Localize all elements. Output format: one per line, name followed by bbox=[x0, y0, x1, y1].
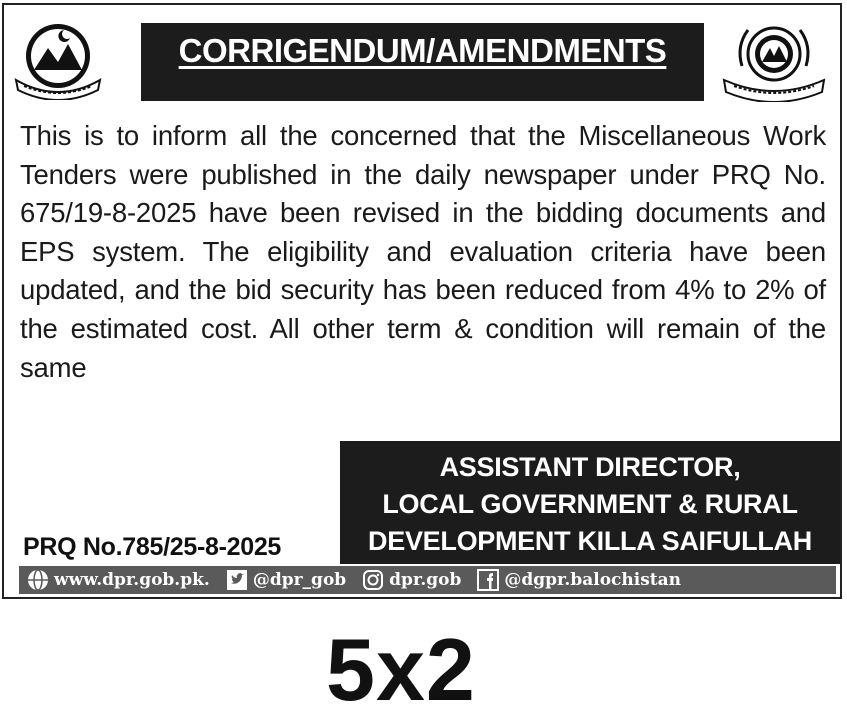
dgpr-emblem-logo bbox=[716, 22, 832, 102]
footer-instagram-text: dpr.gob bbox=[389, 570, 462, 590]
balochistan-emblem-logo bbox=[12, 18, 104, 100]
notice-title: CORRIGENDUM/AMENDMENTS bbox=[178, 32, 667, 69]
footer-twitter-text: @dpr_gob bbox=[252, 570, 347, 590]
footer-twitter[interactable] bbox=[226, 569, 346, 591]
footer-facebook-text: @dgpr.balochistan bbox=[504, 570, 682, 590]
ad-size-label: 5x2 bbox=[326, 620, 476, 719]
footer-instagram[interactable] bbox=[362, 569, 461, 591]
notice-body: This is to inform all the concerned that the Miscellaneous Work Tenders were published in the daily newspaper under PRQ No. 675/19-8-2025 have been revised in the bidding documents and EPS system. The eligibility and evaluation criteria have been updated, and the bid security has been reduced from 4% to 2% of the estimated cost. All other term & condition will remain of the same bbox=[20, 120, 826, 383]
footer-website-text: www.dpr.gob.pk. bbox=[54, 570, 210, 590]
signatory-department: LOCAL GOVERNMENT & RURAL bbox=[382, 489, 798, 519]
twitter-icon bbox=[226, 569, 248, 591]
facebook-icon bbox=[477, 569, 499, 591]
footer-bar bbox=[19, 566, 836, 594]
prq-reference: PRQ No.785/25-8-2025 bbox=[23, 533, 282, 561]
footer-website[interactable] bbox=[27, 569, 210, 591]
signatory-location: DEVELOPMENT KILLA SAIFULLAH bbox=[368, 526, 812, 556]
instagram-icon bbox=[362, 569, 384, 591]
signatory-designation: ASSISTANT DIRECTOR, bbox=[439, 452, 741, 482]
signatory-block bbox=[340, 441, 840, 564]
globe-icon bbox=[27, 569, 49, 591]
footer-facebook[interactable] bbox=[477, 569, 681, 591]
title-banner bbox=[141, 23, 704, 101]
